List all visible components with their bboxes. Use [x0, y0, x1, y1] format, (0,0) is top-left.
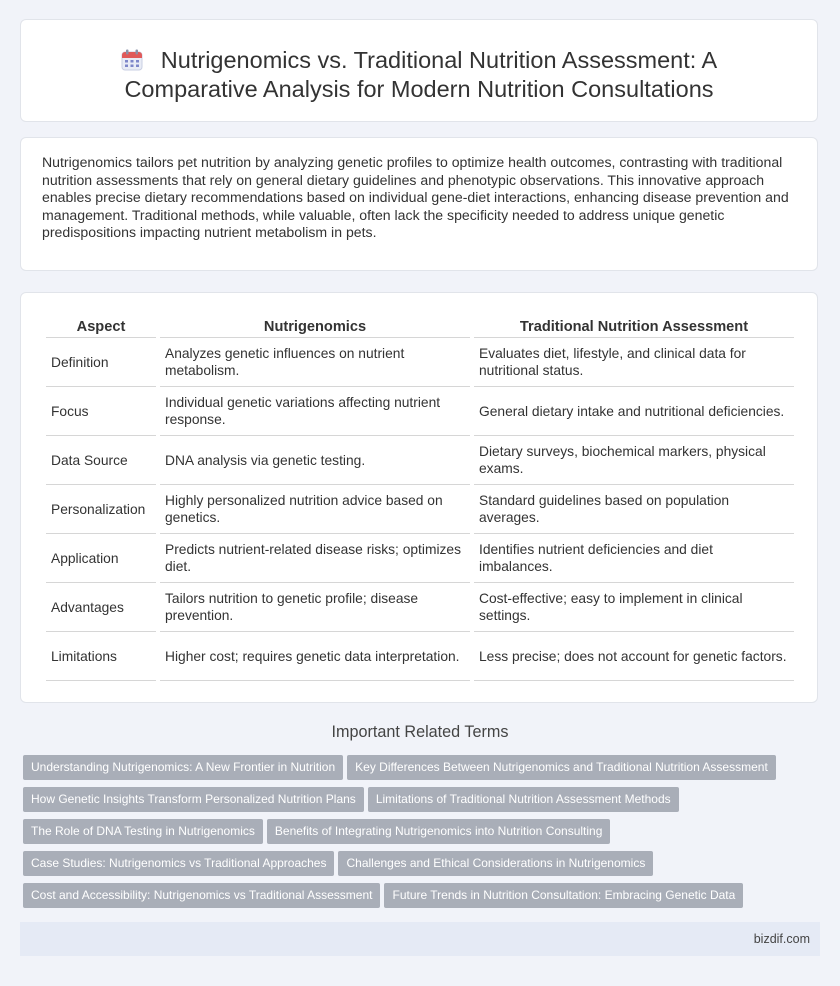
cell-traditional: Identifies nutrient deficiencies and diet imbalances. [474, 534, 794, 583]
cell-traditional: General dietary intake and nutritional deficiencies. [474, 387, 794, 436]
table-row [46, 387, 794, 436]
cell-traditional: Evaluates diet, lifestyle, and clinical data for nutritional status. [474, 338, 794, 387]
cell-nutrigenomics: Tailors nutrition to genetic profile; disease prevention. [160, 583, 470, 632]
cell-traditional: Standard guidelines based on population averages. [474, 485, 794, 534]
table-row [46, 583, 794, 632]
footer [20, 922, 820, 956]
cell-nutrigenomics: Predicts nutrient-related disease risks; optimizes diet. [160, 534, 470, 583]
related-terms-list [23, 755, 813, 915]
table-header-row [46, 317, 794, 338]
related-term-link[interactable]: Understanding Nutrigenomics: A New Frontier in Nutrition [23, 755, 343, 780]
table-row [46, 632, 794, 681]
cell-traditional: Less precise; does not account for genetic factors. [474, 632, 794, 681]
intro-card [20, 137, 818, 271]
table-row [46, 485, 794, 534]
intro-paragraph: Nutrigenomics tailors pet nutrition by analyzing genetic profiles to optimize health outcomes, contrasting with traditional nutrition assessments that rely on general dietary guidelines and phenotypic observations. This innovative approach enables precise dietary recommendations based on individual gene-diet interactions, enhancing disease prevention and management. Traditional methods, while valuable, often lack the specificity needed to address unique genetic predispositions impacting nutrient metabolism in pets. [42, 154, 789, 241]
cell-nutrigenomics: Highly personalized nutrition advice based on genetics. [160, 485, 470, 534]
title-card [20, 19, 818, 122]
cell-traditional: Cost-effective; easy to implement in clinical settings. [474, 583, 794, 632]
title-line-2: Comparative Analysis for Modern Nutrition Consultations [124, 76, 714, 102]
footer-site-link[interactable]: bizdif.com [753, 932, 810, 946]
title-line-1: Nutrigenomics vs. Traditional Nutrition Assessment: A [160, 47, 718, 73]
header-aspect: Aspect [46, 317, 156, 338]
comparison-table [42, 317, 798, 681]
related-term-link[interactable]: Case Studies: Nutrigenomics vs Traditional Approaches [23, 851, 334, 876]
table-row [46, 338, 794, 387]
cell-nutrigenomics: Higher cost; requires genetic data interpretation. [160, 632, 470, 681]
related-term-link[interactable]: Benefits of Integrating Nutrigenomics into Nutrition Consulting [267, 819, 611, 844]
comparison-card [20, 292, 818, 703]
related-term-link[interactable]: Challenges and Ethical Considerations in Nutrigenomics [338, 851, 653, 876]
cell-nutrigenomics: Individual genetic variations affecting nutrient response. [160, 387, 470, 436]
cell-aspect: Data Source [46, 436, 156, 485]
cell-aspect: Application [46, 534, 156, 583]
cell-aspect: Focus [46, 387, 156, 436]
header-traditional: Traditional Nutrition Assessment [474, 317, 794, 338]
cell-aspect: Definition [46, 338, 156, 387]
related-terms-heading: Important Related Terms [331, 723, 509, 741]
related-term-link[interactable]: Future Trends in Nutrition Consultation: Embracing Genetic Data [384, 883, 743, 908]
cell-nutrigenomics: DNA analysis via genetic testing. [160, 436, 470, 485]
page-title [21, 20, 817, 104]
cell-traditional: Dietary surveys, biochemical markers, physical exams. [474, 436, 794, 485]
related-term-link[interactable]: Key Differences Between Nutrigenomics and Traditional Nutrition Assessment [347, 755, 776, 780]
calendar-icon [121, 49, 143, 71]
related-term-link[interactable]: Cost and Accessibility: Nutrigenomics vs Traditional Assessment [23, 883, 380, 908]
related-term-link[interactable]: Limitations of Traditional Nutrition Assessment Methods [368, 787, 679, 812]
cell-nutrigenomics: Analyzes genetic influences on nutrient metabolism. [160, 338, 470, 387]
cell-aspect: Limitations [46, 632, 156, 681]
table-row [46, 436, 794, 485]
header-nutrigenomics: Nutrigenomics [160, 317, 470, 338]
cell-aspect: Advantages [46, 583, 156, 632]
related-term-link[interactable]: The Role of DNA Testing in Nutrigenomics [23, 819, 263, 844]
related-term-link[interactable]: How Genetic Insights Transform Personalized Nutrition Plans [23, 787, 364, 812]
table-row [46, 534, 794, 583]
cell-aspect: Personalization [46, 485, 156, 534]
